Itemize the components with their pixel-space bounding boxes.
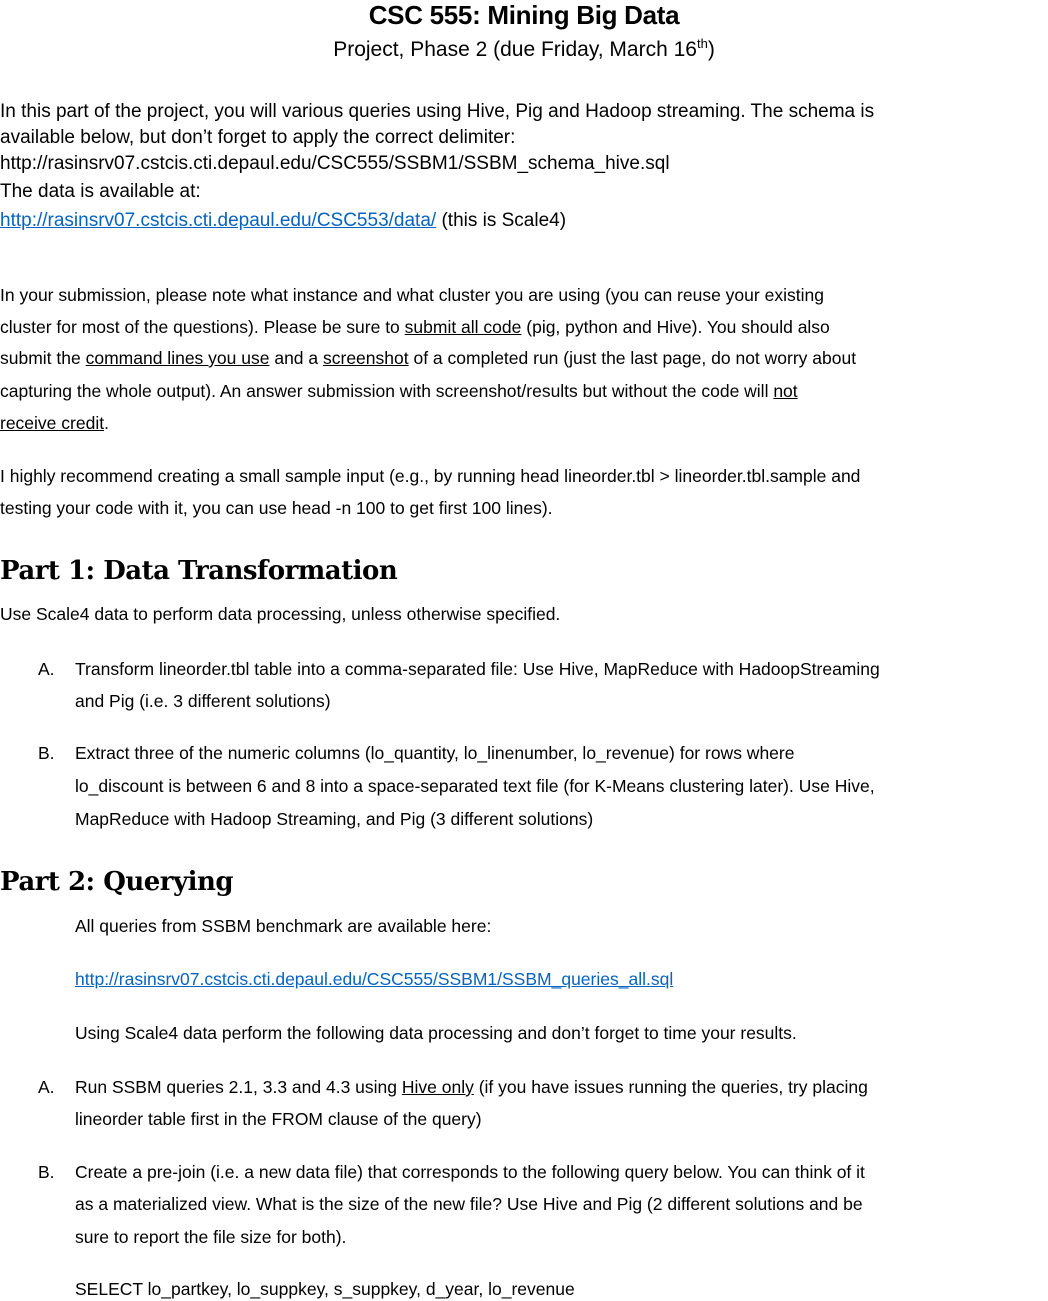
part1-item-a-line-2: and Pig (i.e. 3 different solutions) <box>75 691 331 711</box>
data-url-link[interactable]: http://rasinsrv07.cstcis.cti.depaul.edu/CSC553/data/ <box>0 210 437 231</box>
command-lines-text: command lines you use <box>85 348 270 368</box>
recommend-line-2: testing your code with it, you can use head -n 100 to get first 100 lines). <box>0 498 553 518</box>
submission-line-3 <box>0 346 856 370</box>
submission-line-4 <box>0 379 798 403</box>
submission-text: capturing the whole output). An answer submission with screenshot/results but without the code will <box>0 381 774 401</box>
part1-item-b-line-2: lo_discount is between 6 and 8 into a space-separated text file (for K-Means clustering later). Use Hive, <box>75 776 875 796</box>
recommend-line-1: I highly recommend creating a small sample input (e.g., by running head lineorder.tbl > lineorder.tbl.sample and <box>0 466 861 486</box>
select-query-line: SELECT lo_partkey, lo_suppkey, s_suppkey, d_year, lo_revenue <box>75 1279 575 1299</box>
part1-item-a-letter: A. <box>38 659 55 679</box>
not-text: not <box>773 381 798 401</box>
schema-url-text: http://rasinsrv07.cstcis.cti.depaul.edu/CSC555/SSBM1/SSBM_schema_hive.sql <box>0 153 670 174</box>
part2-timing: Using Scale4 data perform the following data processing and don’t forget to time your results. <box>75 1023 797 1043</box>
intro-line-1: In this part of the project, you will various queries using Hive, Pig and Hadoop streaming. The schema is <box>0 101 875 122</box>
part2-intro: All queries from SSBM benchmark are available here: <box>75 916 492 936</box>
hive-only-text: Hive only <box>401 1077 474 1097</box>
data-url-line <box>0 209 566 233</box>
subtitle-sup: th <box>696 36 708 51</box>
part2-item-b-letter: B. <box>38 1162 55 1182</box>
queries-url-line <box>75 967 673 991</box>
subtitle-end: ) <box>707 38 715 61</box>
item-text: (if you have issues running the queries, try placing <box>473 1077 868 1097</box>
submission-text: cluster for most of the questions). Please be sure to <box>0 317 405 337</box>
data-url-note: (this is Scale4) <box>436 210 567 231</box>
part1-heading: Part 1: Data Transformation <box>0 556 398 586</box>
item-text: Run SSBM queries 2.1, 3.3 and 4.3 using <box>75 1077 402 1097</box>
document-title: CSC 555: Mining Big Data <box>368 0 680 30</box>
submission-line-5 <box>0 411 109 435</box>
part1-intro: Use Scale4 data to perform data processing, unless otherwise specified. <box>0 604 561 624</box>
part2-item-a-line-2: lineorder table first in the FROM clause of the query) <box>75 1109 482 1129</box>
part1-item-b-line-3: MapReduce with Hadoop Streaming, and Pig (3 different solutions) <box>75 809 594 829</box>
document-subtitle <box>0 35 1048 65</box>
part2-item-a-letter: A. <box>38 1077 55 1097</box>
intro-line-2: available below, but don’t forget to apply the correct delimiter: <box>0 127 516 148</box>
submission-text: and a <box>269 348 323 368</box>
submission-text: . <box>104 413 109 433</box>
submission-text: submit the <box>0 348 86 368</box>
submission-text: of a completed run (just the last page, do not worry about <box>408 348 857 368</box>
part2-heading: Part 2: Querying <box>0 867 234 897</box>
part2-item-a-line-1 <box>75 1075 868 1099</box>
part2-item-b-line-1: Create a pre-join (i.e. a new data file) that corresponds to the following query below. You can think of it <box>75 1162 865 1182</box>
submit-all-code-text: submit all code <box>404 317 522 337</box>
screenshot-text: screenshot <box>323 348 409 368</box>
queries-url-link[interactable]: http://rasinsrv07.cstcis.cti.depaul.edu/CSC555/SSBM1/SSBM_queries_all.sql <box>75 969 674 989</box>
part1-item-a-line-1: Transform lineorder.tbl table into a comma-separated file: Use Hive, MapReduce with HadoopStreaming <box>75 659 880 679</box>
part1-item-b-letter: B. <box>38 743 55 763</box>
submission-line-1: In your submission, please note what instance and what cluster you are using (you can reuse your existing <box>0 285 824 305</box>
receive-credit-text: receive credit <box>0 413 105 433</box>
part2-item-b-line-3: sure to report the file size for both). <box>75 1227 347 1247</box>
data-available-line: The data is available at: <box>0 181 201 202</box>
submission-line-2 <box>0 315 830 339</box>
subtitle-main: Project, Phase 2 (due Friday, March 16 <box>333 38 697 61</box>
submission-text: (pig, python and Hive). You should also <box>521 317 830 337</box>
part1-item-b-line-1: Extract three of the numeric columns (lo_quantity, lo_linenumber, lo_revenue) for rows where <box>75 743 795 763</box>
part2-item-b-line-2: as a materialized view. What is the size of the new file? Use Hive and Pig (2 different solutions and be <box>75 1194 863 1214</box>
